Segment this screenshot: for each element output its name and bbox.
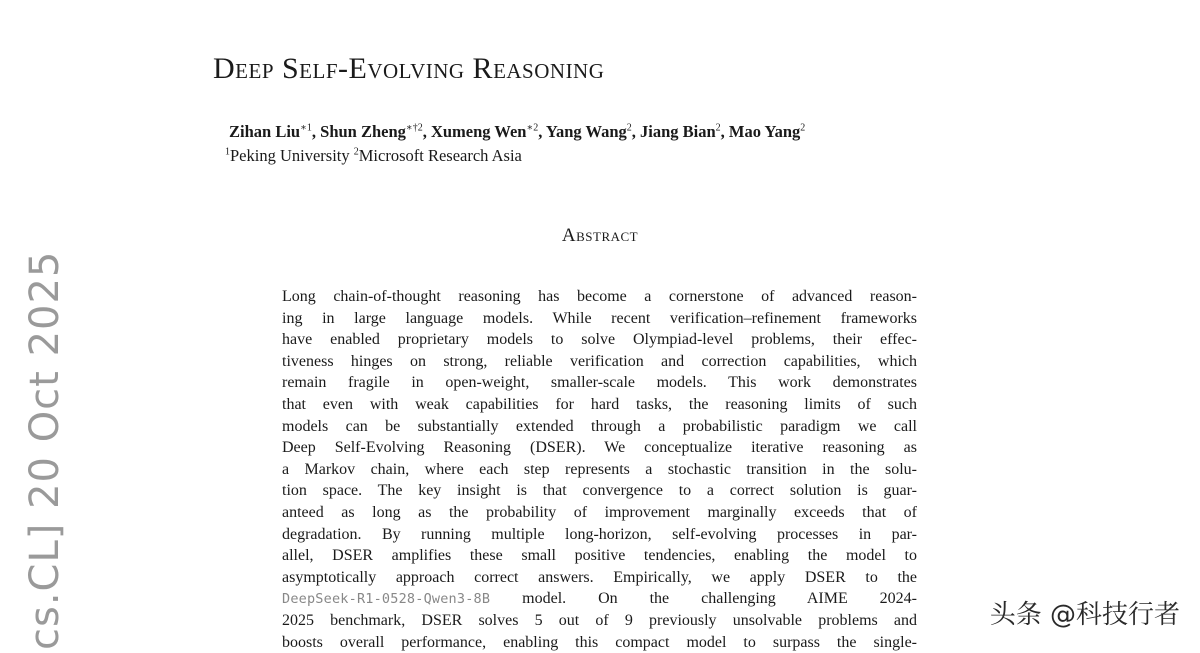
abstract-line: Long chain-of-thought reasoning has become a cornerstone of advanced reason- <box>282 286 917 308</box>
affiliation-mark: 1 <box>225 147 230 158</box>
author-name: Jiang Bian <box>640 122 716 141</box>
abstract-line: a Markov chain, where each step represents a stochastic transition in the solu- <box>282 459 917 481</box>
author-marks: 2 <box>800 123 805 134</box>
abstract-line: allel, DSER amplifies these small positive tendencies, enabling the model to <box>282 545 917 567</box>
abstract-line: ing in large language models. While recent verification–refinement frameworks <box>282 308 917 330</box>
author-marks: ∗†2 <box>406 123 423 134</box>
affiliation-mark: 2 <box>354 147 359 158</box>
abstract-line-text: model. On the challenging AIME 2024- <box>490 590 917 607</box>
author-marks: ∗2 <box>526 123 538 134</box>
paper-title: Deep Self-Evolving Reasoning <box>213 52 604 86</box>
abstract-line: degradation. By running multiple long-horizon, self-evolving processes in par- <box>282 524 917 546</box>
model-name: DeepSeek-R1-0528-Qwen3-8B <box>282 591 490 607</box>
abstract-line: remain fragile in open-weight, smaller-scale models. This work demonstrates <box>282 372 917 394</box>
abstract-line: tion space. The key insight is that convergence to a correct solution is guar- <box>282 480 917 502</box>
author-marks: 2 <box>716 123 721 134</box>
watermark: 头条 @科技行者 <box>990 594 1180 631</box>
abstract-heading: Abstract <box>0 225 1200 247</box>
author-name: Zihan Liu <box>229 122 300 141</box>
author-name: Xumeng Wen <box>431 122 527 141</box>
author-name: Shun Zheng <box>320 122 406 141</box>
author-marks: ∗1 <box>300 123 312 134</box>
abstract-body <box>282 286 917 653</box>
affiliation-name: Microsoft Research Asia <box>359 146 522 165</box>
author-marks: 2 <box>627 123 632 134</box>
abstract-line: boosts overall performance, enabling this compact model to surpass the single- <box>282 632 917 653</box>
author-name: Mao Yang <box>729 122 800 141</box>
abstract-line: that even with weak capabilities for hard tasks, the reasoning limits of such <box>282 394 917 416</box>
author-list: Zihan Liu$^{∗1}$, Shun Zheng$^{∗\dagger 2}$, Xumeng Wen$^{∗2}$, Yang Wang$^2$, Jiang Bian$^2$, Mao Yang$^2$ <box>229 122 805 142</box>
author-name: Yang Wang <box>546 122 627 141</box>
abstract-line <box>282 588 917 610</box>
abstract-line: tiveness hinges on strong, reliable verification and correction capabilities, which <box>282 351 917 373</box>
arxiv-stamp: cs.CL] 20 Oct 2025 <box>22 251 68 650</box>
affiliation-list <box>225 146 522 166</box>
affiliation-name: Peking University <box>230 146 350 165</box>
abstract-line: 2025 benchmark, DSER solves 5 out of 9 previously unsolvable problems and <box>282 610 917 632</box>
abstract-line: asymptotically approach correct answers. Empirically, we apply DSER to the <box>282 567 917 589</box>
abstract-line: have enabled proprietary models to solve Olympiad-level problems, their effec- <box>282 329 917 351</box>
abstract-line: anteed as long as the probability of improvement marginally exceeds that of <box>282 502 917 524</box>
abstract-line: Deep Self-Evolving Reasoning (DSER). We conceptualize iterative reasoning as <box>282 437 917 459</box>
abstract-line: models can be substantially extended through a probabilistic paradigm we call <box>282 416 917 438</box>
